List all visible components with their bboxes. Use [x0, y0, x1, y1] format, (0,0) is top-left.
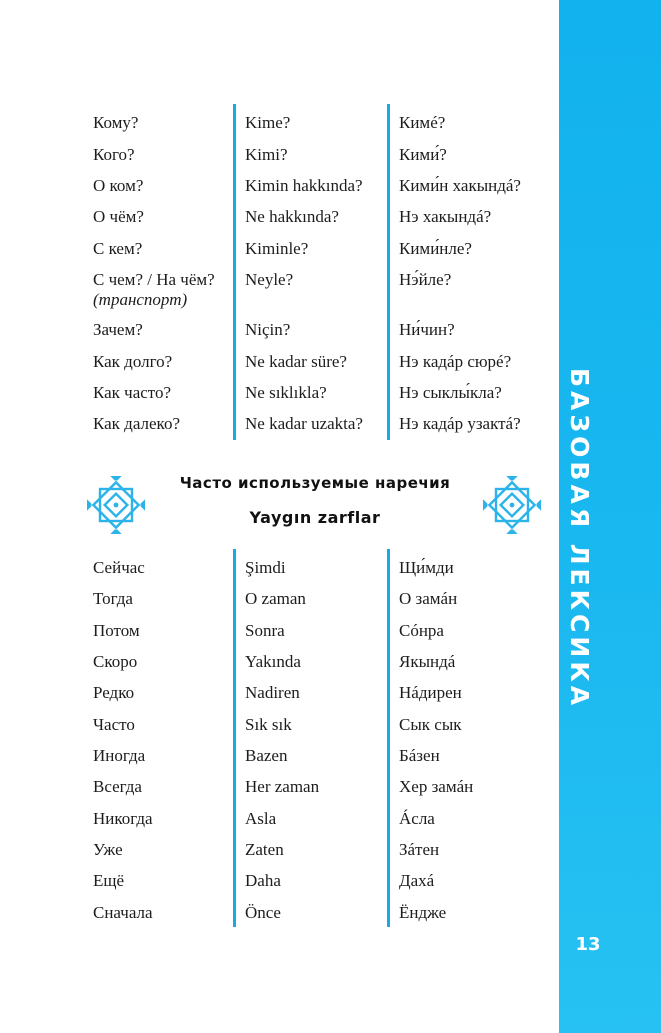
russian-word: Как долго?: [93, 352, 173, 371]
turkish-word: Kime?: [245, 113, 291, 132]
russian-word: Зачем?: [93, 320, 143, 339]
page-number: 13: [575, 934, 601, 955]
russian-word: Уже: [93, 840, 123, 859]
russian-word: Кого?: [93, 145, 135, 164]
turkish-word: Ne kadar uzakta?: [245, 414, 363, 433]
pronunciation: Кимé?: [399, 113, 446, 132]
russian-word: Редко: [93, 683, 135, 702]
pronunciation: Зáтен: [399, 840, 440, 859]
pronunciation: О замáн: [399, 589, 458, 608]
turkish-word: Zaten: [245, 840, 284, 859]
turkish-word: Sonra: [245, 621, 285, 640]
pronunciation: Бáзен: [399, 746, 440, 765]
pronunciation: Сóнра: [399, 621, 444, 640]
russian-word: О чём?: [93, 207, 144, 226]
russian-word: О ком?: [93, 176, 144, 195]
column-divider: [233, 549, 236, 927]
pronunciation: Сык сык: [399, 715, 462, 734]
section-title: БАЗОВАЯ ЛЕКСИКА: [565, 368, 594, 710]
russian-word: Кому?: [93, 113, 139, 132]
russian-word: Потом: [93, 621, 140, 640]
russian-word: Сначала: [93, 903, 153, 922]
pronunciation: Дахá: [399, 871, 435, 890]
russian-word: Часто: [93, 715, 135, 734]
section-heading-russian: Часто используемые наречия: [179, 474, 451, 492]
russian-word: Тогда: [93, 589, 133, 608]
pronunciation: Кими́н хакындá?: [399, 176, 521, 195]
russian-word: Сейчас: [93, 558, 145, 577]
pronunciation: Нэ хакындá?: [399, 207, 492, 226]
russian-word: Ещё: [93, 871, 125, 890]
pronunciation: Хер замáн: [399, 777, 474, 796]
pronunciation: Кими́нле?: [399, 239, 472, 258]
turkish-word: Ne hakkında?: [245, 207, 339, 226]
turkish-word: Niçin?: [245, 320, 291, 339]
turkish-word: Önce: [245, 903, 281, 922]
turkish-word: Kiminle?: [245, 239, 309, 258]
russian-word: Всегда: [93, 777, 142, 796]
pronunciation: Кими́?: [399, 145, 447, 164]
turkish-word: Ne sıklıkla?: [245, 383, 327, 402]
turkish-word: Neyle?: [245, 270, 294, 289]
column-divider: [387, 549, 390, 927]
russian-word: Никогда: [93, 809, 153, 828]
pronunciation: Якындá: [399, 652, 456, 671]
pronunciation: Нэ кадáр узактá?: [399, 414, 521, 433]
section-heading-turkish: Yaygın zarflar: [249, 508, 381, 527]
pronunciation: Ни́чин?: [399, 320, 455, 339]
turkish-word: O zaman: [245, 589, 306, 608]
pronunciation: Щи́мди: [399, 558, 454, 577]
left-ornament-icon: [87, 476, 145, 534]
turkish-word: Kimin hakkında?: [245, 176, 363, 195]
turkish-word: Sık sık: [245, 715, 292, 734]
russian-word: Как часто?: [93, 383, 172, 402]
turkish-word: Kimi?: [245, 145, 288, 164]
pronunciation: Нэ́йле?: [399, 270, 452, 289]
pronunciation: Нáдирен: [399, 683, 462, 702]
turkish-word: Daha: [245, 871, 281, 890]
russian-word: Как далеко?: [93, 414, 180, 433]
turkish-word: Ne kadar süre?: [245, 352, 347, 371]
turkish-word: Şimdi: [245, 558, 286, 577]
pronunciation: Нэ сыклы́кла?: [399, 383, 502, 402]
turkish-word: Asla: [245, 809, 277, 828]
pronunciation: Нэ кадáр сюрé?: [399, 352, 512, 371]
russian-word: С чем? / На чём?: [93, 270, 215, 289]
russian-word: С кем?: [93, 239, 143, 258]
turkish-word: Bazen: [245, 746, 288, 765]
usage-note: (транспорт): [93, 290, 188, 309]
right-ornament-icon: [483, 476, 541, 534]
pronunciation: Ёндже: [399, 903, 447, 922]
russian-word: Иногда: [93, 746, 146, 765]
turkish-word: Yakında: [245, 652, 301, 671]
turkish-word: Nadiren: [245, 683, 300, 702]
turkish-word: Her zaman: [245, 777, 320, 796]
pronunciation: Áсла: [399, 809, 435, 828]
russian-word: Скоро: [93, 652, 138, 671]
column-divider: [387, 104, 390, 440]
column-divider: [233, 104, 236, 440]
